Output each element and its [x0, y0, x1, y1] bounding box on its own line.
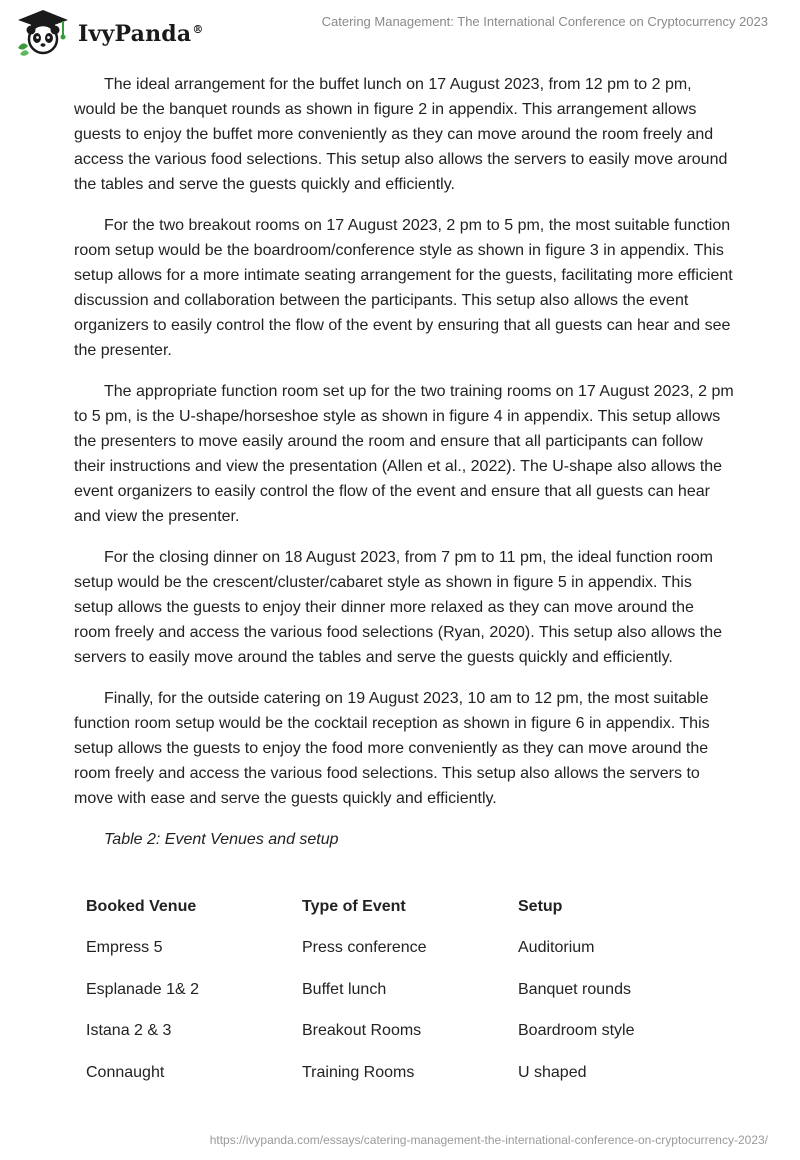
- paragraph-breakout-rooms: For the two breakout rooms on 17 August 2023, 2 pm to 5 pm, the most suitable function room setup would be the boardroom/conference style as shown in figure 3 in appendix. This setup allows for a more intimate seating arrangement for the guests, facilitating more efficient discussion and collaboration between the participants. This setup also allows the event organizers to easily control the flow of the event by ensuring that all guests can hear and see the presenter.: [74, 217, 733, 359]
- essay-body: [74, 72, 734, 852]
- table-cell: U shaped: [518, 1063, 587, 1081]
- paragraph-training-rooms: The appropriate function room set up for the two training rooms on 17 August 2023, 2 pm to 5 pm, is the U-shape/horseshoe style as shown in figure 4 in appendix. This setup allows the presenters to move easily around the room and ensure that all participants can follow their instructions and view the presentation (Allen et al., 2022). The U-shape also allows the event organizers to easily control the flow of the event and ensure that all guests can hear and view the presenter.: [74, 383, 734, 525]
- column-header-venue: Booked Venue: [86, 897, 197, 915]
- document-title: Catering Management: The International Conference on Cryptocurrency 2023: [321, 14, 768, 29]
- panda-graduate-icon: [14, 8, 72, 56]
- table-cell: Istana 2 & 3: [86, 1022, 172, 1040]
- table-row: [74, 969, 722, 1011]
- table-cell: Esplanade 1& 2: [86, 980, 199, 998]
- table-cell: Press conference: [302, 939, 427, 957]
- registered-mark: ®: [192, 22, 204, 36]
- table-row: [74, 1052, 722, 1094]
- paragraph-outside-catering: Finally, for the outside catering on 19 August 2023, 10 am to 12 pm, the most suitable function room setup would be the cocktail reception as shown in figure 6 in appendix. This setup allows the guests to enjoy the food more conveniently as they can move around the room freely and access the various food selections. This setup also allows the servers to move with ease and serve the guests quickly and efficiently.: [74, 690, 710, 807]
- source-url-link[interactable]: https://ivypanda.com/essays/catering-management-the-international-conference-on-cryptocurrency-2023/: [209, 1133, 768, 1147]
- table-cell: Breakout Rooms: [302, 1022, 422, 1040]
- venues-table: [74, 886, 722, 1094]
- page-header: [0, 0, 800, 60]
- paragraph-buffet-lunch: The ideal arrangement for the buffet lunch on 17 August 2023, from 12 pm to 2 pm, would be the banquet rounds as shown in figure 2 in appendix. This arrangement allows guests to enjoy the buffet more conveniently as they can move around the room freely and access the various food selections. This setup also allows the servers to easily move around the tables and serve the guests quickly and efficiently.: [74, 76, 728, 193]
- paragraph-closing-dinner: For the closing dinner on 18 August 2023, from 7 pm to 11 pm, the ideal function room setup would be the crescent/cluster/cabaret style as shown in figure 5 in appendix. This setup allows the guests to enjoy their dinner more relaxed as they can move around the room freely and access the various food selections (Ryan, 2020). This setup also allows the servers to easily move around the tables and serve the guests quickly and efficiently.: [74, 549, 723, 666]
- table-row: [74, 1011, 722, 1053]
- column-header-event-type: Type of Event: [302, 897, 406, 915]
- table-cell: Buffet lunch: [302, 980, 387, 998]
- table-caption: Table 2: Event Venues and setup: [104, 831, 339, 848]
- table-header-row: [74, 886, 722, 928]
- table-cell: Auditorium: [518, 939, 595, 957]
- table-cell: Banquet rounds: [518, 980, 631, 998]
- ivypanda-logo[interactable]: [14, 8, 204, 56]
- table-cell: Boardroom style: [518, 1022, 635, 1040]
- brand-name: IvyPanda®: [78, 21, 204, 47]
- table-cell: Connaught: [86, 1063, 165, 1081]
- table-cell: Empress 5: [86, 939, 163, 957]
- table-row: [74, 928, 722, 970]
- table-cell: Training Rooms: [302, 1063, 415, 1081]
- column-header-setup: Setup: [518, 897, 563, 915]
